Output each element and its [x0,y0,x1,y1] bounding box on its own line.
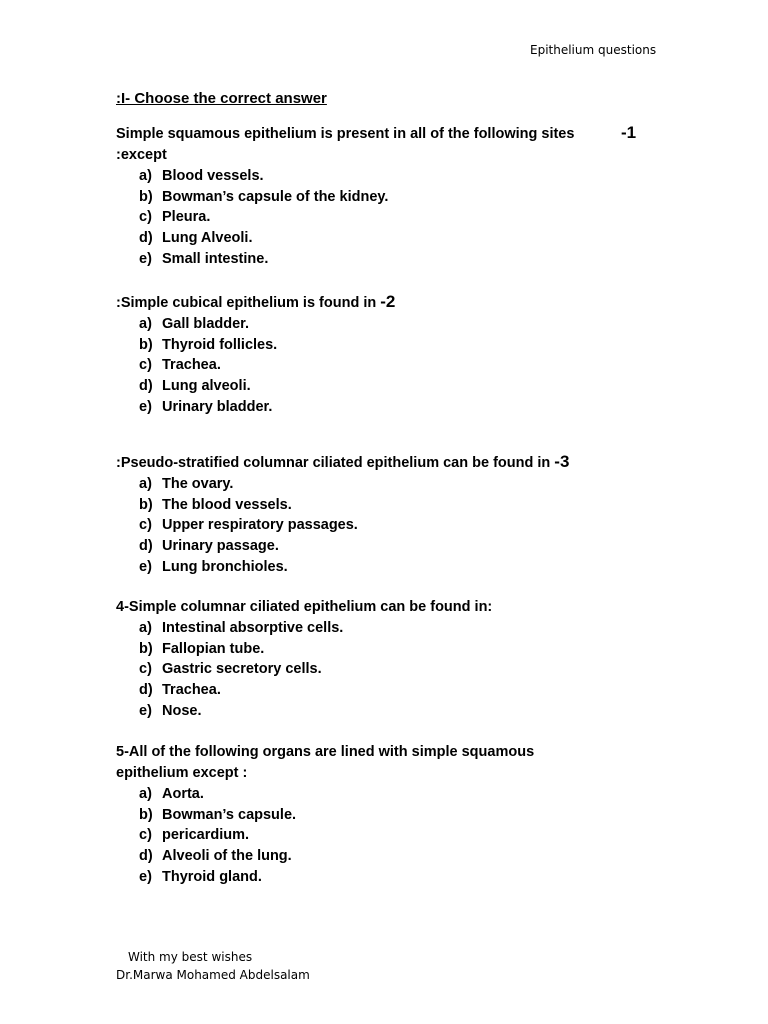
question-4-options [116,618,656,722]
question-2-options [116,314,656,418]
option-b: b) Fallopian tube. [139,640,265,657]
question-4 [116,597,656,722]
option-d: d) Trachea. [139,682,221,699]
question-1-text: Simple squamous epithelium is present in all of the following sites [116,126,575,142]
section-title: :I- Choose the correct answer [116,90,327,107]
question-5 [116,742,656,888]
option-b: b) Bowman’s capsule. [139,806,297,823]
question-1-number: -1 [621,123,637,142]
question-1 [116,124,656,270]
option-d: d) Urinary passage. [139,538,279,555]
footer-wishes: With my best wishes [128,950,253,964]
question-3-number: -3 [554,452,570,471]
option-d: d) Alveoli of the lung. [139,848,292,865]
option-b: b) Thyroid follicles. [139,336,278,353]
option-c: c) Pleura. [139,209,211,226]
option-c: c) Trachea. [139,357,221,374]
question-2 [116,291,656,418]
option-e: e) Urinary bladder. [139,398,273,415]
question-3 [116,451,656,578]
question-3-line1 [116,451,656,474]
option-a: a) Aorta. [139,786,204,802]
option-a: a) The ovary. [139,476,234,492]
question-1-options [116,166,656,270]
footer-author: Dr.Marwa Mohamed Abdelsalam [116,968,310,982]
question-2-number: -2 [380,292,396,311]
question-5-options [116,784,656,888]
option-b: b) Bowman’s capsule of the kidney. [139,188,389,205]
option-b: b) The blood vessels. [139,496,292,513]
question-4-line1: 4-Simple columnar ciliated epithelium can be found in: [116,599,493,615]
question-2-line1 [116,291,656,314]
question-1-line1 [116,124,656,145]
option-d: d) Lung alveoli. [139,378,251,395]
option-a: a) Gall bladder. [139,316,250,332]
option-d: d) Lung Alveoli. [139,230,253,247]
question-5-line1: 5-All of the following organs are lined with simple squamous [116,744,535,760]
question-5-line2: epithelium except : [116,765,248,781]
option-c: c) Upper respiratory passages. [139,517,358,534]
option-e: e) Lung bronchioles. [139,558,288,575]
option-e: e) Small intestine. [139,250,269,267]
option-a: a) Blood vessels. [139,168,264,184]
option-c: c) Gastric secretory cells. [139,661,322,678]
question-2-text: :Simple cubical epithelium is found in [116,295,377,311]
question-3-options [116,474,656,578]
question-1-line2: :except [116,147,167,163]
question-3-text: :Pseudo-stratified columnar ciliated epithelium can be found in [116,455,551,471]
option-e: e) Nose. [139,702,202,719]
header-title: Epithelium questions [530,43,657,57]
option-c: c) pericardium. [139,827,250,844]
footer [116,948,310,984]
option-e: e) Thyroid gland. [139,868,262,885]
option-a: a) Intestinal absorptive cells. [139,620,344,636]
